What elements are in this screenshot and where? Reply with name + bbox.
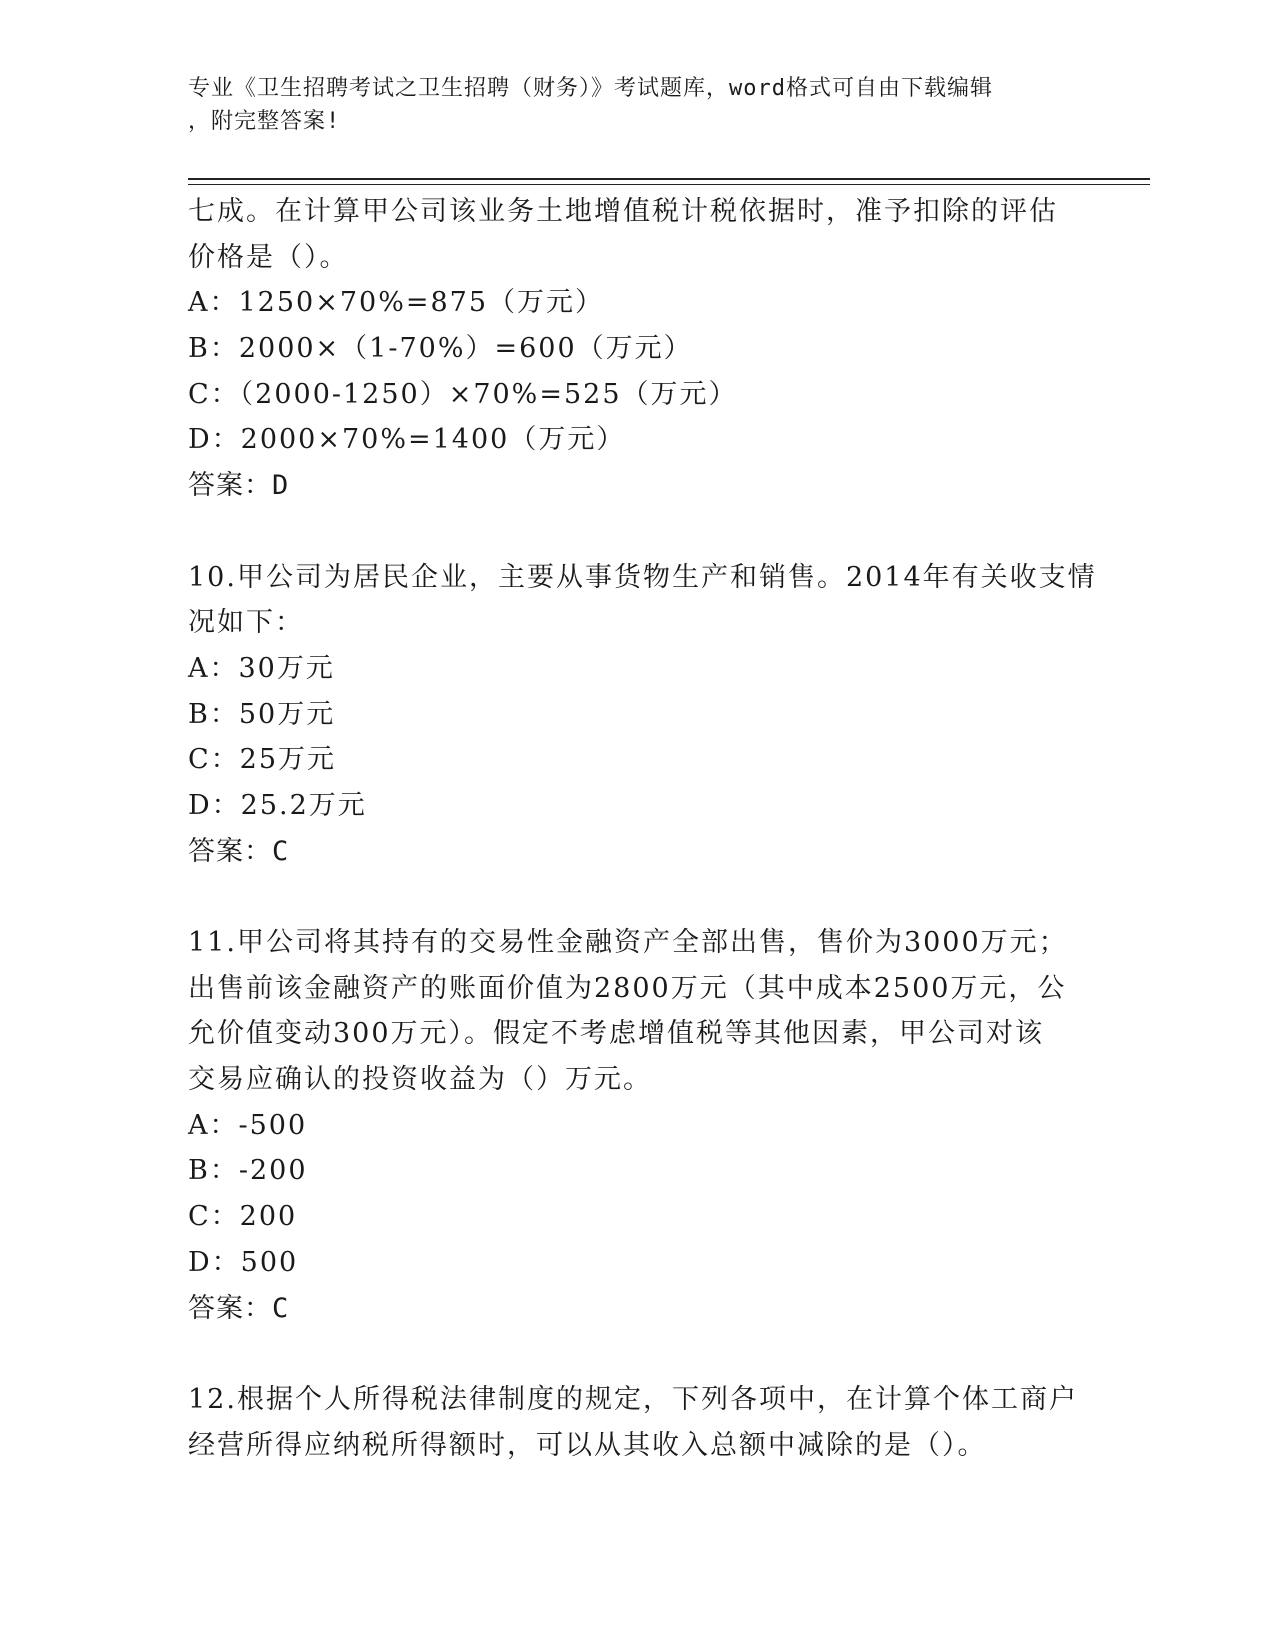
header-line-1: 专业《卫生招聘考试之卫生招聘（财务）》考试题库，word格式可自由下载编辑 (188, 76, 993, 101)
question-stem-line: 价格是（）。 (188, 241, 349, 273)
option-d: D：500 (188, 1246, 299, 1278)
question-11 (188, 920, 1088, 1331)
option-b: B：-200 (188, 1155, 308, 1187)
option-b: B：50万元 (188, 698, 336, 730)
question-9 (188, 189, 1088, 509)
question-stem-line: 允价值变动300万元）。假定不考虑增值税等其他因素，甲公司对该 (188, 1018, 1045, 1050)
question-stem-line: 12.根据个人所得税法律制度的规定，下列各项中，在计算个体工商户 (188, 1383, 1078, 1415)
header-line-2: ，附完整答案! (188, 109, 341, 134)
option-c: C：200 (188, 1201, 298, 1233)
question-10 (188, 555, 1097, 875)
page-header (188, 72, 1088, 138)
option-c: C：25万元 (188, 744, 337, 776)
question-stem-line: 11.甲公司将其持有的交易性金融资产全部出售，售价为3000万元； (188, 927, 1068, 958)
answer-label: 答案：D (188, 470, 290, 502)
question-list (188, 189, 1097, 1468)
header-divider-thin (188, 184, 1150, 185)
option-a: A：1250×70%=875（万元） (188, 287, 605, 319)
option-c: C：（2000-1250）×70%=525（万元） (188, 378, 738, 410)
option-a: A：-500 (188, 1109, 308, 1141)
question-stem-line: 10.甲公司为居民企业，主要从事货物生产和销售。2014年有关收支情 (188, 561, 1097, 593)
option-d: D：25.2万元 (188, 789, 367, 821)
header-divider-thick (188, 178, 1150, 180)
question-stem-line: 七成。在计算甲公司该业务土地增值税计税依据时，准予扣除的评估 (188, 196, 1058, 227)
answer-label: 答案：C (188, 835, 290, 867)
spacer (188, 874, 1088, 920)
option-a: A：30万元 (188, 652, 335, 684)
spacer (188, 509, 1088, 555)
question-stem-line: 交易应确认的投资收益为（）万元。 (188, 1064, 652, 1096)
question-12 (188, 1377, 1088, 1468)
question-stem-line: 况如下： (188, 607, 304, 639)
spacer (188, 1331, 1088, 1377)
question-stem-line: 经营所得应纳税所得额时，可以从其收入总额中减除的是（）。 (188, 1429, 987, 1461)
option-d: D：2000×70%=1400（万元） (188, 424, 626, 456)
question-stem-line: 出售前该金融资产的账面价值为2800万元（其中成本2500万元，公 (188, 972, 1067, 1004)
option-b: B：2000×（1-70%）=600（万元） (188, 333, 693, 365)
answer-label: 答案：C (188, 1292, 290, 1324)
